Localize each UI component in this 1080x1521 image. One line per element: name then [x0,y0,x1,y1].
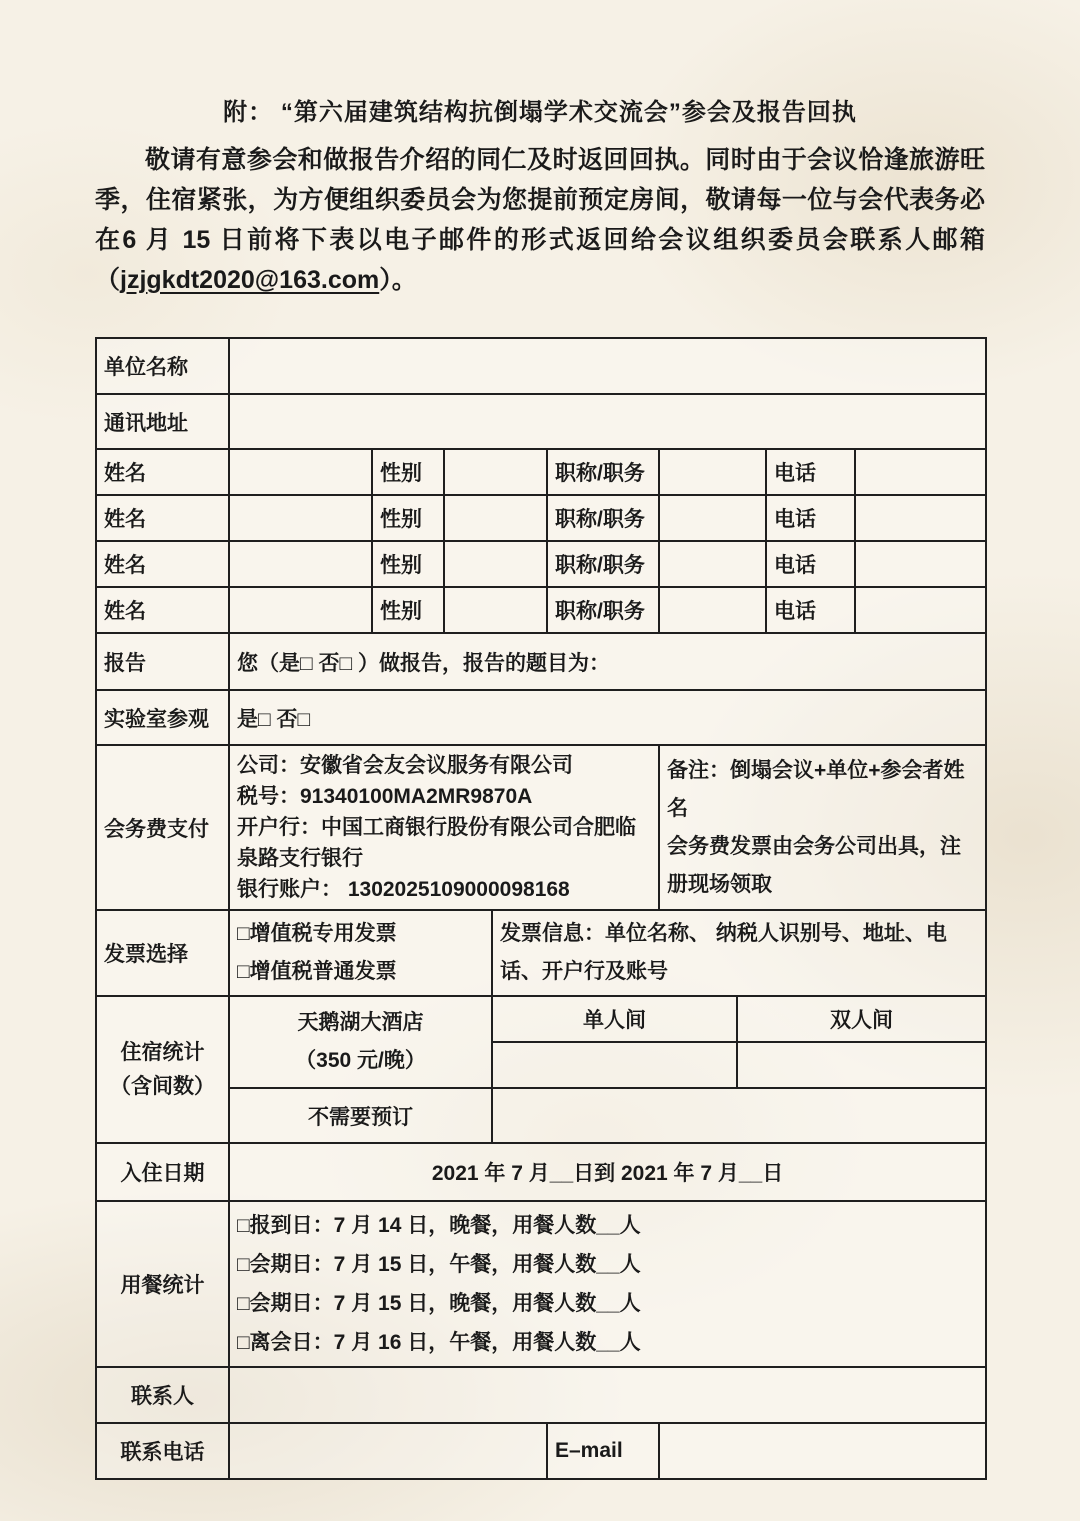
address-value-cell [229,394,986,449]
contact-phone-value-cell [229,1423,547,1479]
hotel-name: 天鹅湖大酒店 [297,1011,424,1034]
meal-option-3: □会期日：7 月 15 日，晚餐，用餐人数__人 [237,1292,641,1315]
no-booking-value-cell [492,1088,986,1143]
payment-bank: 开户行：中国工商银行股份有限公司合肥临泉路支行银行 [237,816,636,870]
payment-label: 会务费支付 [96,745,229,910]
attendee-row-3 [96,541,986,587]
meal-option-4: □离会日：7 月 16 日，午餐，用餐人数__人 [237,1331,641,1354]
report-content: 您（是□ 否□ ）做报告，报告的题目为： [229,633,986,690]
contact-person-label: 联系人 [96,1367,229,1423]
contact-email-link[interactable]: jzjgkdt2020@163.com [120,266,380,294]
payment-details-cell [229,745,659,910]
gender-value-cell [444,495,547,541]
name-value-cell [229,587,372,633]
phone-label: 电话 [766,449,855,495]
attendee-row-1 [96,449,986,495]
no-booking-row [96,1088,986,1143]
name-value-cell [229,495,372,541]
invoice-row [96,910,986,996]
address-row [96,394,986,449]
intro-text-2: 将下表以电子邮件的形式返回给会议组织委员会联系人邮箱（ [95,226,985,294]
title-label: 职称/职务 [547,449,659,495]
payment-tax-no: 税号：91340100MA2MR9870A [237,785,533,808]
phone-value-cell [855,587,986,633]
title-label: 职称/职务 [547,587,659,633]
title-value-cell [659,495,766,541]
payment-account: 银行账户： 1302025109000098168 [237,878,570,901]
payment-remark-cell [659,745,986,910]
intro-text-3: ）。 [379,266,417,294]
report-row [96,633,986,690]
phone-value-cell [855,449,986,495]
checkin-date-label: 入住日期 [96,1143,229,1201]
payment-company: 公司：安徽省会友会议服务有限公司 [237,754,573,777]
phone-value-cell [855,495,986,541]
unit-name-row [96,338,986,394]
gender-label: 性别 [372,449,444,495]
title-value-cell [659,587,766,633]
email-value-cell [659,1423,986,1479]
checkin-date-row [96,1143,986,1201]
name-label: 姓名 [96,587,229,633]
report-label: 报告 [96,633,229,690]
lodging-label-line2: （含间数） [110,1074,215,1098]
attendee-row-2 [96,495,986,541]
invoice-label: 发票选择 [96,910,229,996]
email-label: E–mail [547,1423,659,1479]
page-title: 附： “第六届建筑结构抗倒塌学术交流会”参会及报告回执 [223,99,857,126]
single-room-count-cell [492,1042,737,1088]
name-label: 姓名 [96,495,229,541]
gender-value-cell [444,449,547,495]
contact-person-value-cell [229,1367,986,1423]
title-value-cell [659,449,766,495]
contact-phone-label: 联系电话 [96,1423,229,1479]
deadline-date: 6 月 15 日前 [122,226,275,254]
payment-remark-2: 会务费发票由会务公司出具，注册现场领取 [667,834,961,896]
invoice-option-special: □增值税专用发票 [237,922,397,945]
meals-row [96,1201,986,1367]
hotel-cell [229,996,492,1088]
intro-paragraph [95,140,985,300]
attendee-row-4 [96,587,986,633]
gender-value-cell [444,587,547,633]
name-label: 姓名 [96,449,229,495]
address-label: 通讯地址 [96,394,229,449]
contact-phone-row [96,1423,986,1479]
title-label: 职称/职务 [547,541,659,587]
meals-options-cell [229,1201,986,1367]
payment-row [96,745,986,910]
invoice-info-cell: 发票信息：单位名称、 纳税人识别号、地址、电话、开户行及账号 [492,910,986,996]
meal-option-2: □会期日：7 月 15 日，午餐，用餐人数__人 [237,1253,641,1276]
lab-visit-content: 是□ 否□ [229,690,986,745]
gender-label: 性别 [372,541,444,587]
name-label: 姓名 [96,541,229,587]
double-room-label: 双人间 [737,996,986,1042]
name-value-cell [229,449,372,495]
title-value-cell [659,541,766,587]
lodging-label-line1: 住宿统计 [120,1040,205,1064]
unit-name-label: 单位名称 [96,338,229,394]
intro-text-1: 敬请有意参会和做报告介绍的同仁及时返回回执。同时由于会议恰逢旅游旺季，住宿紧张，为方便组织委员会为您提前预定房间，敬请每一位与会代表务必在 [95,146,985,254]
invoice-options-cell [229,910,492,996]
gender-label: 性别 [372,495,444,541]
lodging-label-cell [96,996,229,1143]
no-booking-label: 不需要预订 [229,1088,492,1143]
meals-label: 用餐统计 [96,1201,229,1367]
phone-label: 电话 [766,587,855,633]
phone-label: 电话 [766,541,855,587]
name-value-cell [229,541,372,587]
invoice-option-general: □增值税普通发票 [237,960,397,983]
single-room-label: 单人间 [492,996,737,1042]
contact-person-row [96,1367,986,1423]
gender-label: 性别 [372,587,444,633]
lab-visit-label: 实验室参观 [96,690,229,745]
checkin-date-content: 2021 年 7 月__日到 2021 年 7 月__日 [229,1143,986,1201]
payment-remark-1: 备注：倒塌会议+单位+参会者姓名 [667,758,965,820]
registration-form-table [95,337,987,1480]
double-room-count-cell [737,1042,986,1088]
lodging-header-row [96,996,986,1042]
hotel-price: （350 元/晚） [295,1049,426,1072]
title-label: 职称/职务 [547,495,659,541]
unit-name-value-cell [229,338,986,394]
gender-value-cell [444,541,547,587]
phone-label: 电话 [766,495,855,541]
lab-visit-row [96,690,986,745]
meal-option-1: □报到日：7 月 14 日，晚餐，用餐人数__人 [237,1214,641,1237]
phone-value-cell [855,541,986,587]
